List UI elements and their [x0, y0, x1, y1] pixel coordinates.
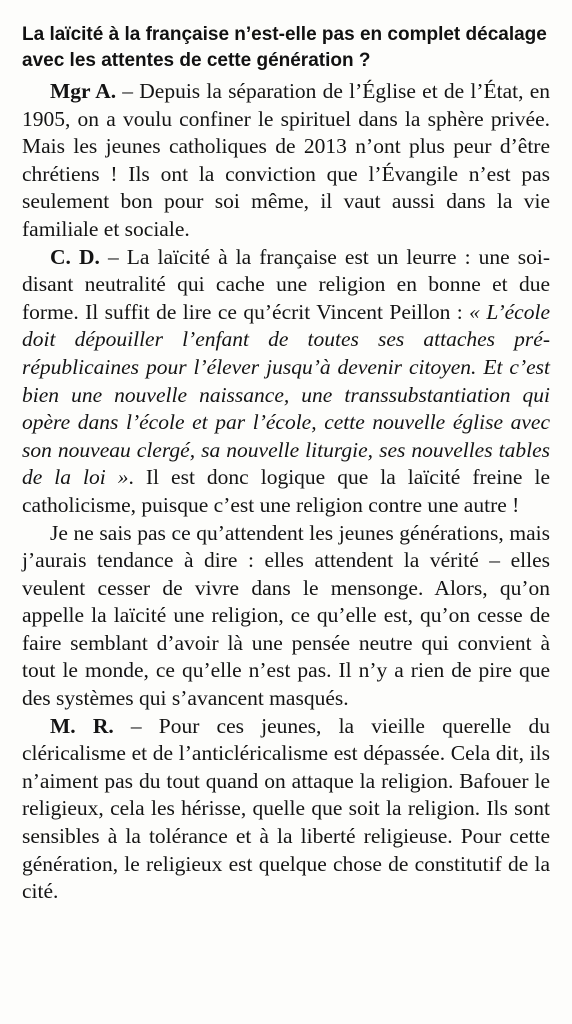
answer-paragraph-c-d — [22, 244, 550, 520]
article-body — [22, 78, 550, 906]
answer-text: – La laïcité à la française est un leurre : une soi-disant neutralité qui cache une religion en bonne et due forme. Il suffit de lire ce qu’écrit Vincent Peillon : — [22, 244, 550, 324]
answer-paragraph-c-d-continued — [22, 520, 550, 713]
speaker-name: Mgr A. — [50, 79, 117, 103]
answer-text: Je ne sais pas ce qu’attendent les jeunes générations, mais j’aurais tendance à dire : elles attendent la vérité – elles veulent cesser de vivre dans le mensonge. Alors, qu’on appelle la laïcité une religion, ce qu’elle est, qu’on cesse de faire semblant d’avoir là une pensée neutre qui convient à tout le monde, ce qu’elle n’est pas. Il n’y a rien de pire que des systèmes qui s’avancent masqués. — [22, 520, 550, 711]
answer-text: – Depuis la séparation de l’Église et de l’État, en 1905, on a voulu confiner le spirituel dans la sphère privée. Mais les jeunes catholiques de 2013 n’ont plus peur d’être chrétiens ! Ils ont la conviction que l’Évangile n’est pas seulement bon pour soi même, il vaut aussi dans la vie familiale et sociale. — [22, 79, 550, 241]
answer-text-continued: . Il est donc logique que la laïcité freine le catholicisme, puisque c’est une religion contre une autre ! — [22, 465, 550, 517]
answer-paragraph-mgr-a — [22, 78, 550, 244]
peillon-quote: « L’école doit dépouiller l’enfant de toutes ses attaches pré-républicaines pour l’élever jusqu’à devenir citoyen. Et c’est bien une nouvelle naissance, une transsubstantiation qui opère dans l’école et par l’école, cette nouvelle église avec son nouveau clergé, sa nouvelle liturgie, ses nouvelles tables de la loi » — [22, 299, 550, 490]
speaker-name: M. R. — [50, 713, 114, 738]
speaker-name: C. D. — [50, 244, 100, 269]
answer-paragraph-m-r — [22, 713, 550, 906]
interview-question: La laïcité à la française n’est-elle pas en complet décalage avec les attentes de cette génération ? — [22, 24, 547, 71]
answer-text: – Pour ces jeunes, la vieille querelle du cléricalisme et de l’anticléricalisme est dépassée. Cela dit, ils n’aiment pas du tout quand on attaque la religion. Bafouer le religieux, cela les hérisse, quelle que soit la religion. Ils sont sensibles à la tolérance et à la liberté religieuse. Pour cette génération, le religieux est quelque chose de constitutif de la cité. — [22, 713, 550, 904]
